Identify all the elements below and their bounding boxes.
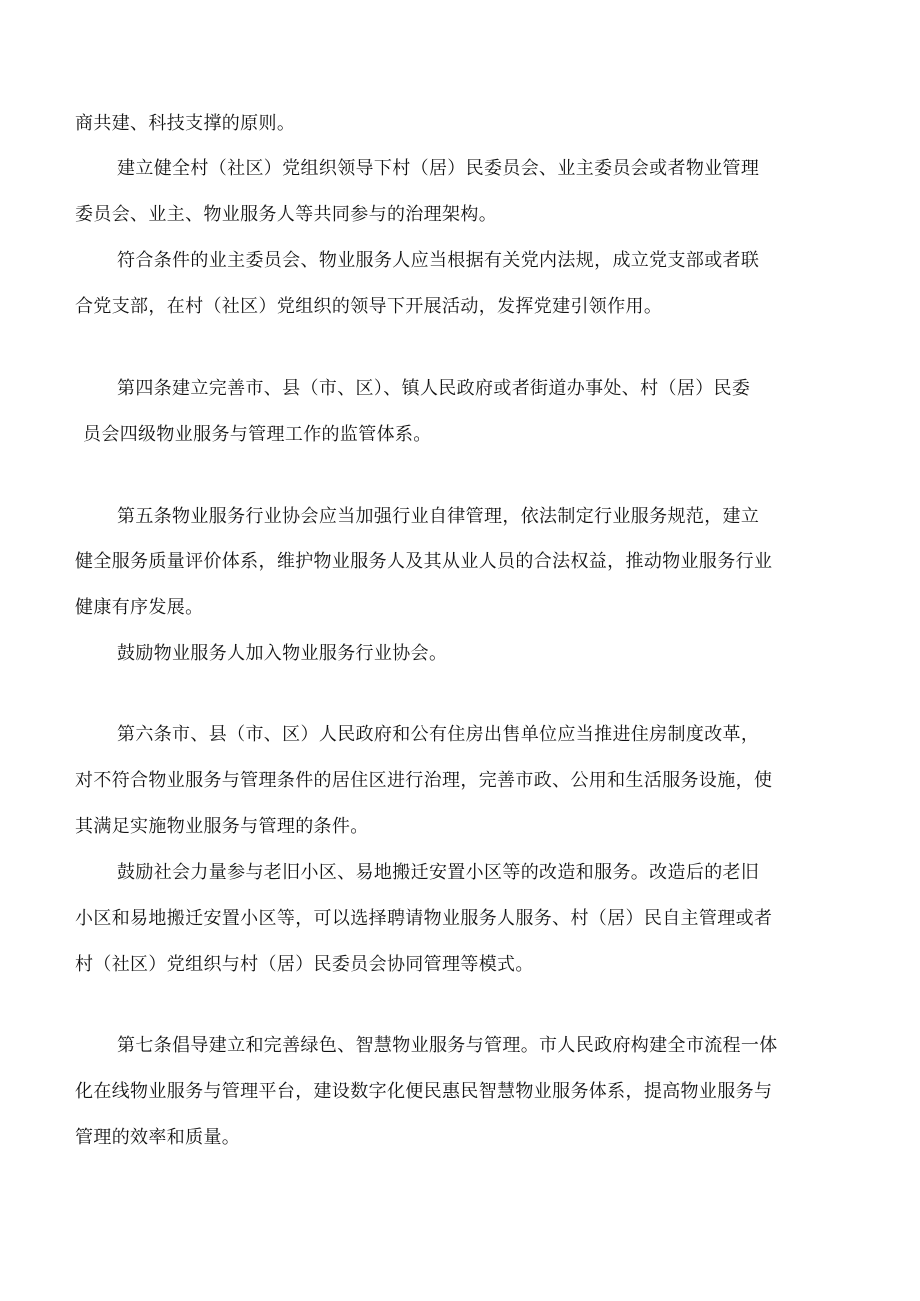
text-line: 合党支部，在村（社区）党组织的领导下开展活动，发挥党建引领作用。 xyxy=(75,296,663,317)
text-line: 化在线物业服务与管理平台，建设数字化便民惠民智慧物业服务体系，提高物业服务与 xyxy=(75,1081,773,1102)
text-line: 符合条件的业主委员会、物业服务人应当根据有关党内法规，成立党支部或者联 xyxy=(117,250,760,271)
text-line: 小区和易地搬迁安置小区等，可以选择聘请物业服务人服务、村（居）民自主管理或者 xyxy=(75,908,773,929)
text-line: 村（社区）党组织与村（居）民委员会协同管理等模式。 xyxy=(75,954,534,975)
text-line: 健康有序发展。 xyxy=(75,597,204,618)
text-line: 员会四级物业服务与管理工作的监管体系。 xyxy=(83,424,432,445)
text-line: 管理的效率和质量。 xyxy=(75,1127,241,1148)
text-line: 对不符合物业服务与管理条件的居住区进行治理，完善市政、公用和生活服务设施，使 xyxy=(75,770,773,791)
text-line: 健全服务质量评价体系，维护物业服务人及其从业人员的合法权益，推动物业服务行业 xyxy=(75,551,773,572)
text-line: 第五条物业服务行业协会应当加强行业自律管理，依法制定行业服务规范，建立 xyxy=(117,506,760,527)
text-line: 委员会、业主、物业服务人等共同参与的治理架构。 xyxy=(75,204,498,225)
text-line: 其满足实施物业服务与管理的条件。 xyxy=(75,816,369,837)
text-line: 建立健全村（社区）党组织领导下村（居）民委员会、业主委员会或者物业管理 xyxy=(117,158,760,179)
text-line: 第七条倡导建立和完善绿色、智慧物业服务与管理。市人民政府构建全市流程一体 xyxy=(117,1035,778,1056)
text-line: 商共建、科技支撑的原则。 xyxy=(75,113,296,134)
text-line: 第四条建立完善市、县（市、区）、镇人民政府或者街道办事处、村（居）民委 xyxy=(117,378,751,399)
text-line: 鼓励社会力量参与老旧小区、易地搬迁安置小区等的改造和服务。改造后的老旧 xyxy=(117,862,760,883)
text-line: 鼓励物业服务人加入物业服务行业协会。 xyxy=(117,643,448,664)
text-line: 第六条市、县（市、区）人民政府和公有住房出售单位应当推进住房制度改革， xyxy=(117,724,760,745)
